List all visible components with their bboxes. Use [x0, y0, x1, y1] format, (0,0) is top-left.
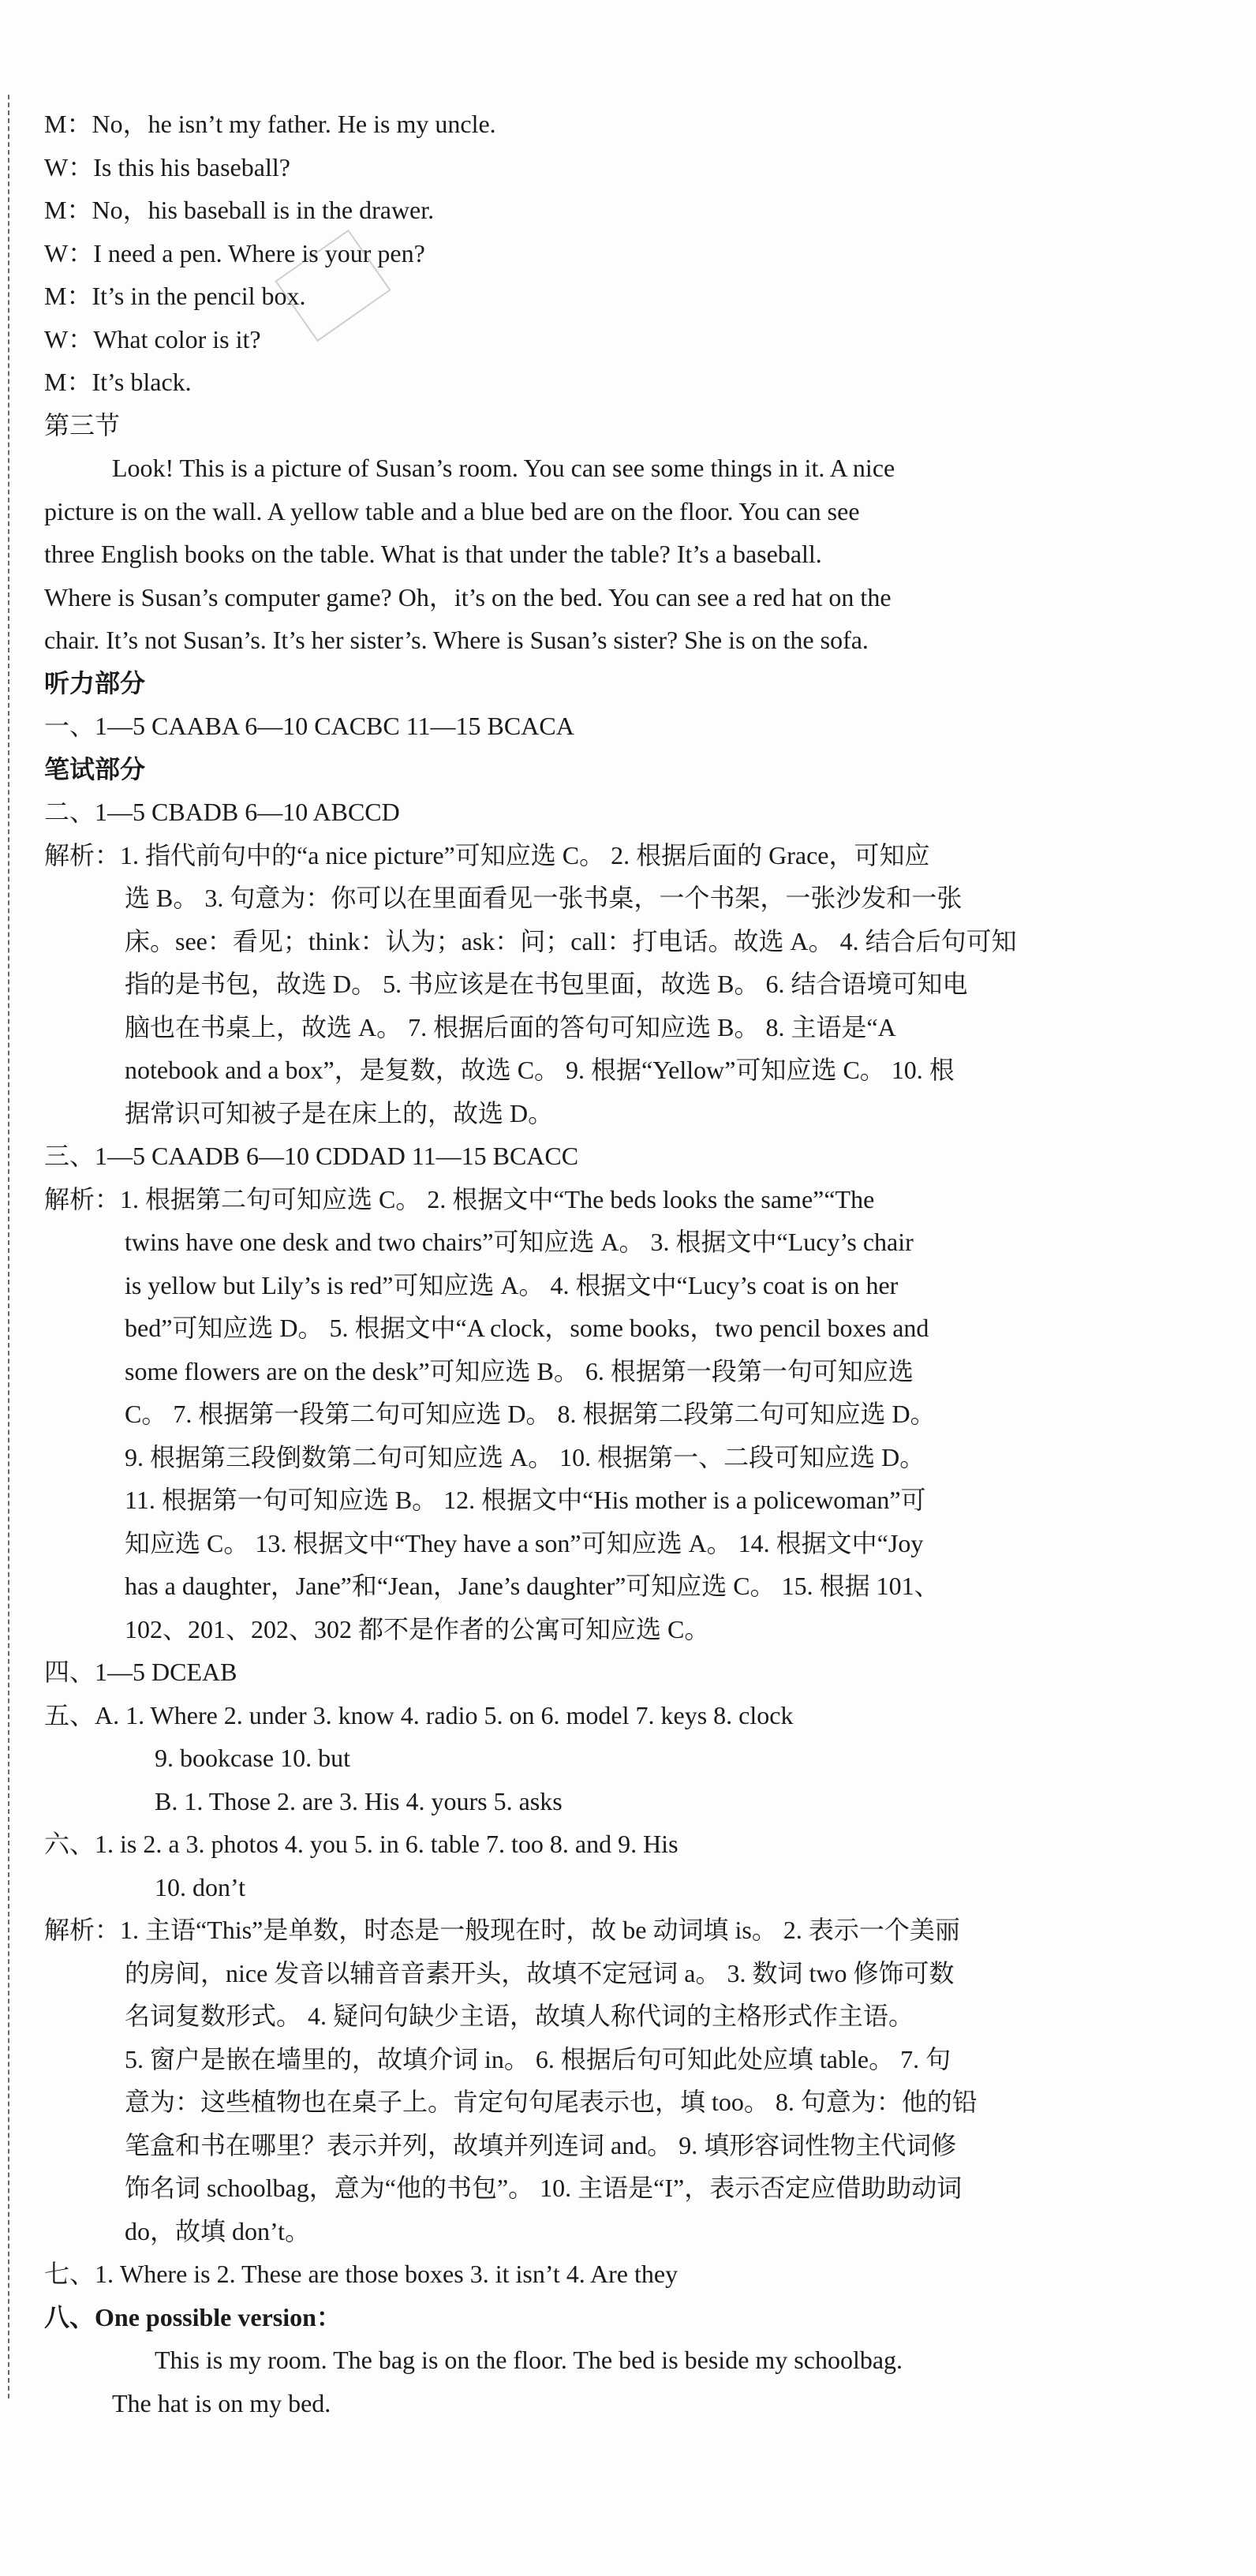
text-line: 5. 窗户是嵌在墙里的，故填介词 in。 6. 根据后句可知此处应填 table。 7. 句 — [125, 2044, 951, 2073]
text-line: 七、1. Where is 2. These are those boxes 3. it isn’t 4. Are they — [44, 2260, 678, 2288]
text-line: The hat is on my bed. — [112, 2388, 331, 2417]
text-line: B. 1. Those 2. are 3. His 4. yours 5. asks — [155, 1786, 563, 1815]
answer-key-document — [44, 103, 1180, 2425]
text-line: twins have one desk and two chairs”可知应选 A。 3. 根据文中“Lucy’s chair — [125, 1228, 914, 1256]
text-line: 9. 根据第三段倒数第二句可知应选 A。 10. 根据第一、二段可知应选 D。 — [125, 1442, 925, 1471]
binding-margin — [8, 95, 25, 2398]
text-line: 10. don’t — [155, 1872, 245, 1901]
text-line: 9. bookcase 10. but — [155, 1744, 350, 1772]
text-line: 一、1—5 CAABA 6—10 CACBC 11—15 BCACA — [44, 712, 574, 740]
text-line: 选 B。 3. 句意为：你可以在里面看见一张书桌，一个书架，一张沙发和一张 — [125, 884, 963, 912]
text-line: do，故填 don’t。 — [125, 2216, 310, 2245]
text-line: 六、1. is 2. a 3. photos 4. you 5. in 6. table 7. too 8. and 9. His — [44, 1830, 678, 1858]
text-line: 第三节 — [44, 409, 121, 440]
text-line: 五、A. 1. Where 2. under 3. know 4. radio 5. on 6. model 7. keys 8. clock — [44, 1700, 794, 1729]
text-line: W：I need a pen. Where is your pen? — [44, 238, 425, 267]
text-line: 据常识可知被子是在床上的，故选 D。 — [125, 1098, 554, 1127]
text-line: 床。see：看见；think：认为；ask：问；call：打电话。故选 A。 4. 结合后句可知 — [125, 926, 1017, 955]
text-line: 脑也在书桌上，故选 A。 7. 根据后面的答句可知应选 B。 8. 主语是“A — [125, 1012, 896, 1041]
text-line: 知应选 C。 13. 根据文中“They have a son”可知应选 A。 14. 根据文中“Joy — [125, 1528, 924, 1557]
text-line: 三、1—5 CAADB 6—10 CDDAD 11—15 BCACC — [44, 1142, 579, 1170]
text-line: 名词复数形式。 4. 疑问句缺少主语，故填人称代词的主格形式作主语。 — [125, 2002, 914, 2030]
text-line: picture is on the wall. A yellow table and a blue bed are on the floor. You can see — [44, 496, 860, 525]
text-line: 听力部分 — [44, 667, 146, 698]
text-line: some flowers are on the desk”可知应选 B。 6. 根据第一段第一句可知应选 — [125, 1356, 914, 1385]
text-line: chair. It’s not Susan’s. It’s her sister’s. Where is Susan’s sister? She is on the sofa. — [44, 626, 869, 654]
text-line: 的房间，nice 发音以辅音音素开头，故填不定冠词 a。 3. 数词 two 修饰可数 — [125, 1958, 955, 1987]
text-line: M：It’s black. — [44, 368, 192, 396]
text-line: 指的是书包，故选 D。 5. 书应该是在书包里面，故选 B。 6. 结合语境可知电 — [125, 970, 968, 998]
text-line: M：It’s in the pencil box. — [44, 282, 306, 310]
text-line: M：No，his baseball is in the drawer. — [44, 196, 435, 224]
text-line: notebook and a box”，是复数，故选 C。 9. 根据“Yellow”可知应选 C。 10. 根 — [125, 1056, 955, 1084]
text-line: M：No，he isn’t my father. He is my uncle. — [44, 110, 496, 138]
text-line: 解析：1. 指代前句中的“a nice picture”可知应选 C。 2. 根据后面的 Grace，可知应 — [44, 840, 930, 869]
text-line: 二、1—5 CBADB 6—10 ABCCD — [44, 798, 400, 826]
text-line: Where is Susan’s computer game? Oh，it’s on the bed. You can see a red hat on the — [44, 582, 892, 611]
text-line: has a daughter，Jane”和“Jean，Jane’s daughter”可知应选 C。 15. 根据 101、 — [125, 1572, 940, 1600]
text-line: 解析：1. 主语“This”是单数，时态是一般现在时，故 be 动词填 is。 2. 表示一个美丽 — [44, 1916, 960, 1944]
text-line: W：What color is it? — [44, 324, 261, 353]
text-line: is yellow but Lily’s is red”可知应选 A。 4. 根据文中“Lucy’s coat is on her — [125, 1270, 899, 1299]
text-line: bed”可知应选 D。 5. 根据文中“A clock，some books，two pencil boxes and — [125, 1314, 929, 1342]
text-line: 意为：这些植物也在桌子上。肯定句句尾表示也，填 too。 8. 句意为：他的铅 — [125, 2088, 978, 2116]
text-line: 102、201、202、302 都不是作者的公寓可知应选 C。 — [125, 1614, 710, 1643]
text-line: 八、One possible version： — [44, 2302, 342, 2331]
text-line: 四、1—5 DCEAB — [44, 1658, 237, 1686]
text-line: 笔盒和书在哪里？表示并列，故填并列连词 and。 9. 填形容词性物主代词修 — [125, 2130, 957, 2159]
text-line: 饰名词 schoolbag，意为“他的书包”。 10. 主语是“I”，表示否定应借助助动词 — [125, 2174, 963, 2202]
text-line: C。 7. 根据第一段第二句可知应选 D。 8. 根据第二段第二句可知应选 D。 — [125, 1400, 936, 1428]
text-line: 笔试部分 — [44, 753, 146, 784]
text-line: 解析：1. 根据第二句可知应选 C。 2. 根据文中“The beds looks the same”“The — [44, 1184, 875, 1213]
text-line: Look! This is a picture of Susan’s room. You can see some things in it. A nice — [112, 454, 895, 482]
text-line: This is my room. The bag is on the floor. The bed is beside my schoolbag. — [155, 2346, 903, 2374]
text-line: three English books on the table. What is that under the table? It’s a baseball. — [44, 540, 822, 568]
text-line: W：Is this his baseball? — [44, 152, 290, 181]
text-line: 11. 根据第一句可知应选 B。 12. 根据文中“His mother is a policewoman”可 — [125, 1486, 926, 1514]
